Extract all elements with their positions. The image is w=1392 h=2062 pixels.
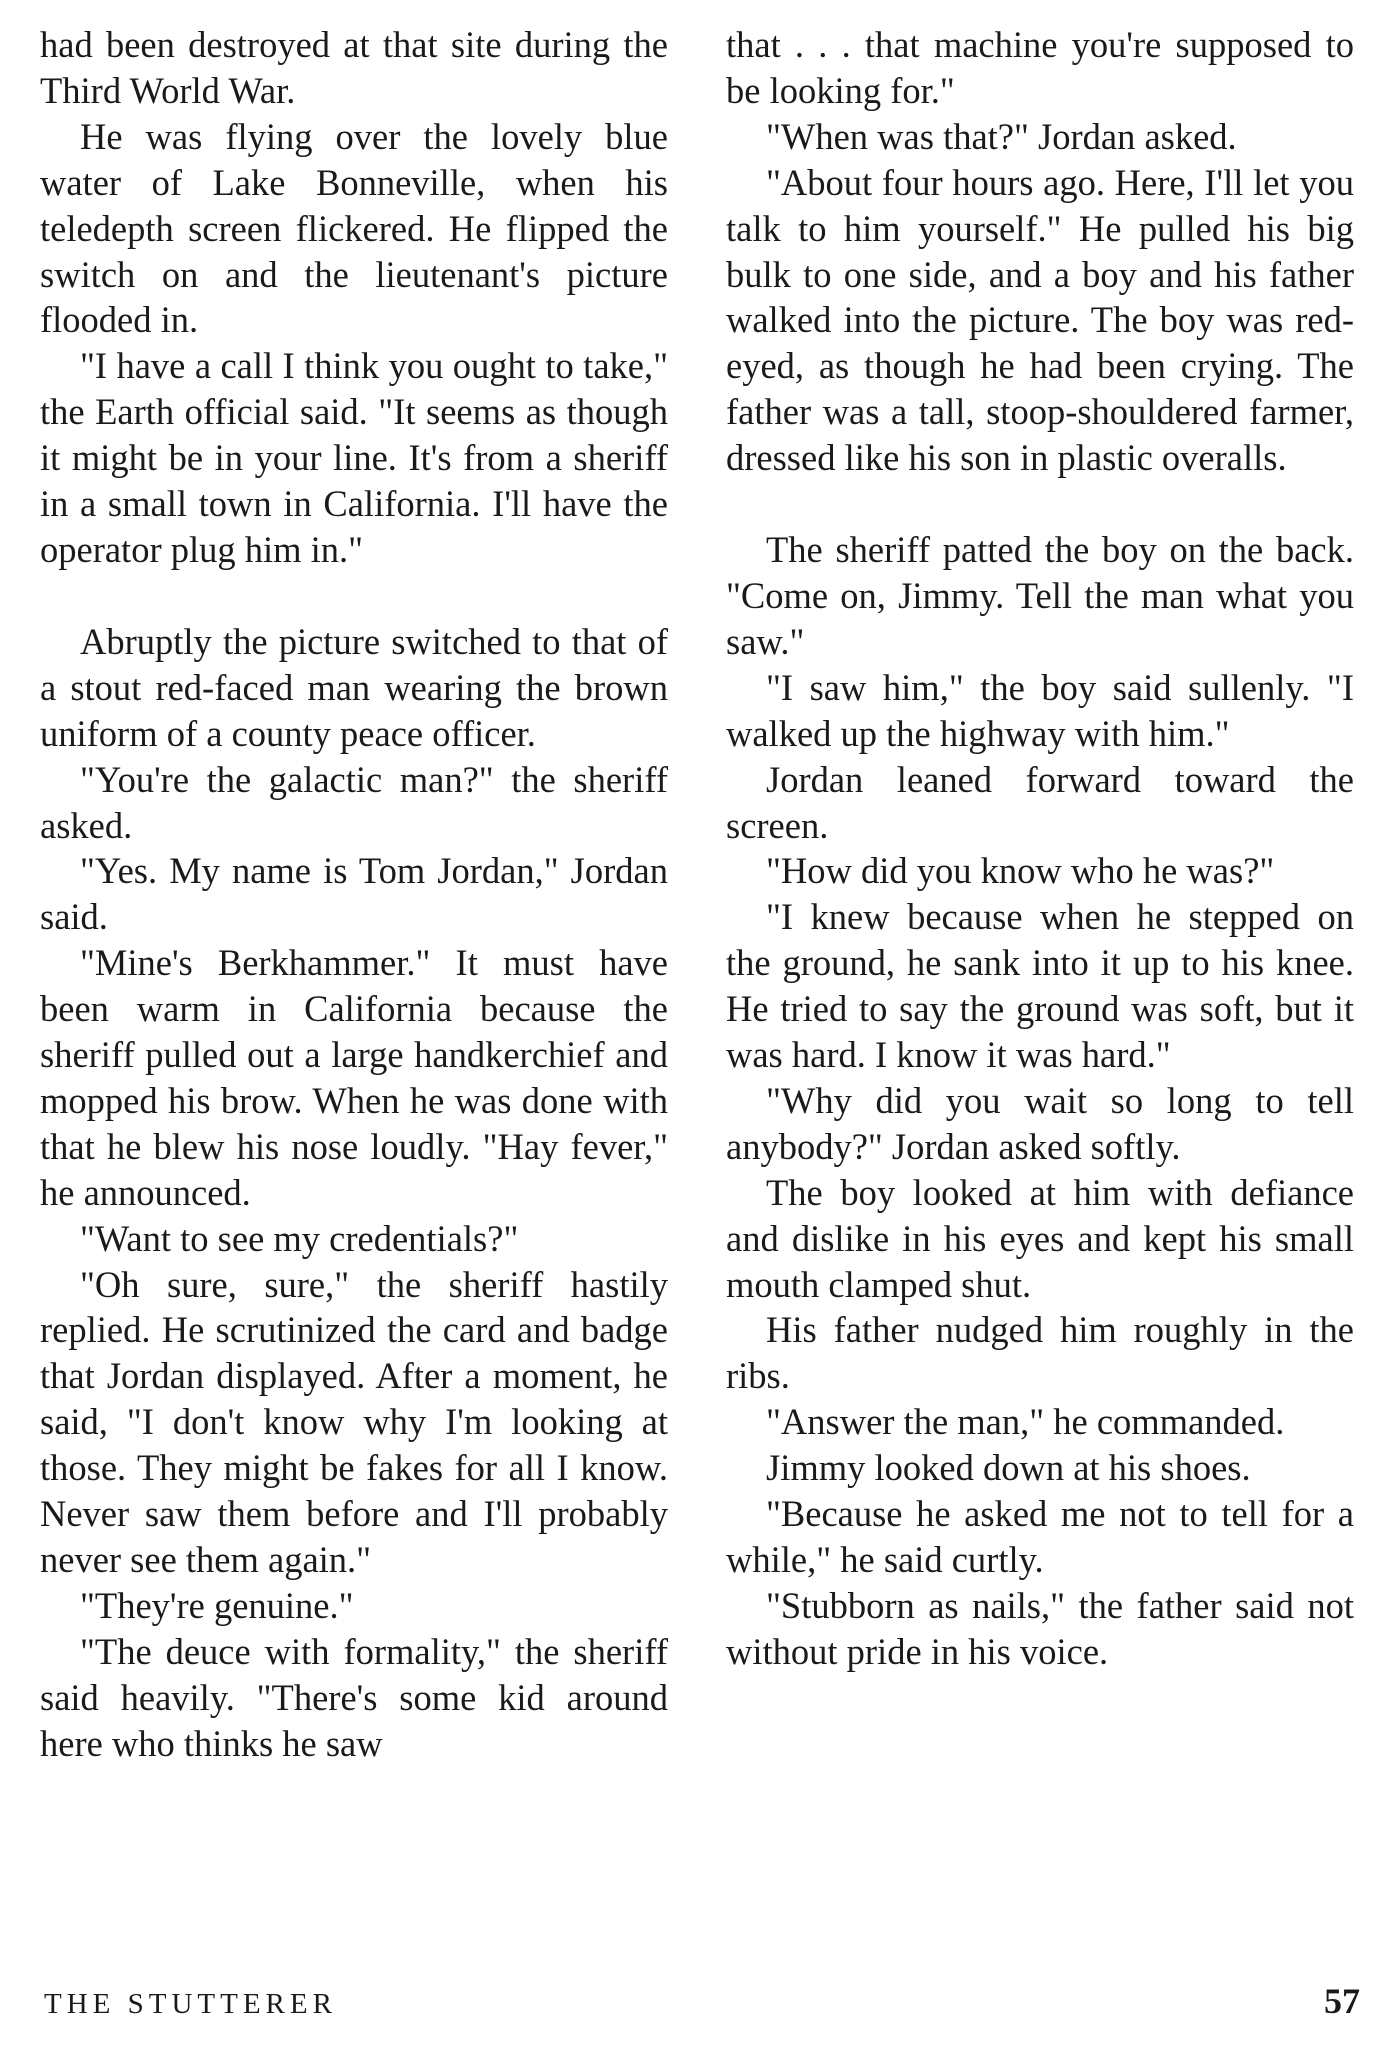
paragraph: "When was that?" Jordan asked. xyxy=(766,115,1237,157)
paragraph: The boy looked at him with defiance and dislike in his eyes and kept his small mouth clamped shut. xyxy=(726,1171,1354,1305)
paragraph: "Why did you wait so long to tell anybody?" Jordan asked softly. xyxy=(726,1079,1354,1167)
paragraph: Jordan leaned forward toward the screen. xyxy=(726,758,1354,846)
paragraph: His father nudged him roughly in the ribs. xyxy=(726,1309,1354,1397)
paragraph: "You're the galactic man?" the sheriff asked. xyxy=(40,758,668,846)
running-footer-title: THE STUTTERER xyxy=(44,1988,337,2020)
paragraph: had been destroyed at that site during the Third World War. xyxy=(40,24,668,111)
paragraph: "Yes. My name is Tom Jordan," Jordan said. xyxy=(40,850,668,938)
paragraph: "They're genuine." xyxy=(80,1584,354,1626)
paragraph: He was flying over the lovely blue water of Lake Bonneville, when his teledepth screen flickered. He flipped the switch on and the lieutenant's picture flooded in. xyxy=(40,115,668,341)
paragraph: "Mine's Berkhammer." It must have been warm in California because the sheriff pulled out a large handkerchief and mopped his brow. When he was done with that he blew his nose loudly. "Hay fever," he announced. xyxy=(40,942,668,1213)
left-text-column xyxy=(40,22,668,1767)
paragraph: Abruptly the picture switched to that of a stout red-faced man wearing the brown uniform of a county peace officer. xyxy=(40,620,668,754)
paragraph: "I have a call I think you ought to take," the Earth official said. "It seems as though it might be in your line. It's from a sheriff in a small town in California. I'll have the operator plug him in." xyxy=(40,345,668,570)
paragraph: "How did you know who he was?" xyxy=(766,850,1275,892)
paragraph: "Answer the man," he commanded. xyxy=(766,1401,1285,1443)
paragraph: "Want to see my credentials?" xyxy=(80,1217,519,1259)
paragraph: "Because he asked me not to tell for a while," he said curtly. xyxy=(726,1493,1354,1580)
paragraph: "I knew because when he stepped on the ground, he sank into it up to his knee. He tried to say the ground was soft, but it was hard. I know it was hard." xyxy=(726,896,1354,1076)
paragraph: "Stubborn as nails," the father said not without pride in his voice. xyxy=(726,1584,1354,1672)
paragraph: "I saw him," the boy said sullenly. "I walked up the highway with him." xyxy=(726,666,1354,754)
paragraph: Jimmy looked down at his shoes. xyxy=(766,1447,1251,1489)
paragraph: "The deuce with formality," the sheriff said heavily. "There's some kid around here who thinks he saw xyxy=(40,1630,668,1764)
paragraph: that . . . that machine you're supposed to be looking for." xyxy=(726,24,1354,111)
right-text-column xyxy=(726,22,1354,1675)
page-number: 57 xyxy=(1324,1981,1360,2021)
paragraph: "Oh sure, sure," the sheriff hastily replied. He scrutinized the card and badge that Jordan displayed. After a moment, he said, "I don't know why I'm looking at those. They might be fakes for all I know. Never saw them before and I'll probably never see them again." xyxy=(40,1263,668,1580)
paragraph: The sheriff patted the boy on the back. "Come on, Jimmy. Tell the man what you saw." xyxy=(726,529,1354,662)
paragraph: "About four hours ago. Here, I'll let you talk to him yourself." He pulled his big bulk to one side, and a boy and his father walked into the picture. The boy was red-eyed, as though he had been crying. The father was a tall, stoop-shouldered farmer, dressed like his son in plastic overalls. xyxy=(726,161,1354,479)
